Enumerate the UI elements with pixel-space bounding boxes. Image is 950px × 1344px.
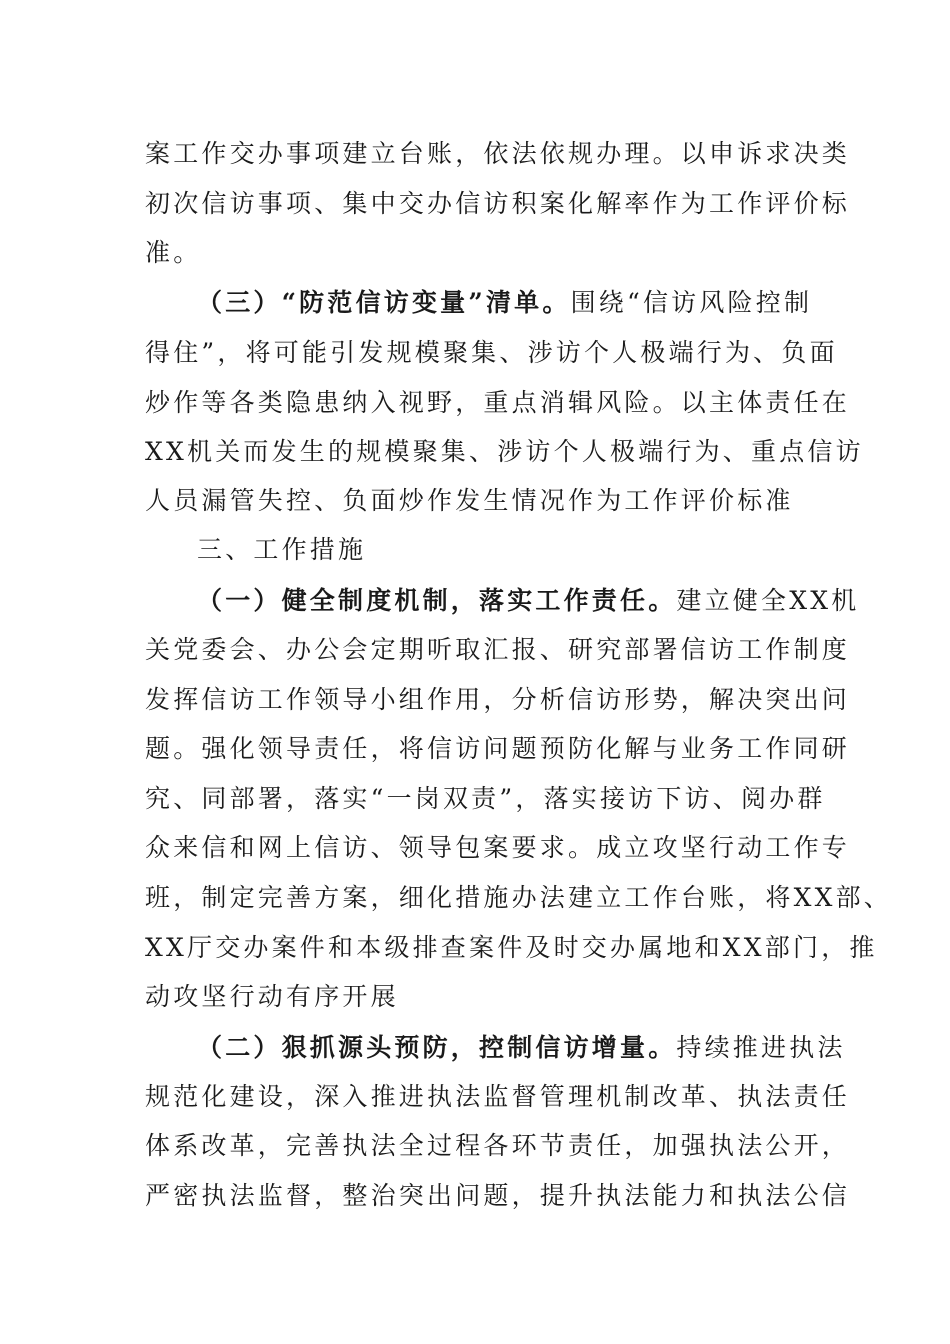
section-heading-2-line: （二）狠抓源头预防，控制信访增量。持续推进执法 — [197, 1033, 846, 1062]
paragraph-line: 动攻坚行动有序开展 — [145, 982, 399, 1011]
paragraph-line: 题。强化领导责任，将信访问题预防化解与业务工作同研 — [145, 734, 851, 763]
section-heading-3-line: （三）“防范信访变量”清单。围绕“信访风险控制 — [197, 288, 813, 317]
chapter-heading: 三、工作措施 — [197, 535, 367, 564]
section-heading-3: （三）“防范信访变量”清单。 — [197, 288, 571, 317]
paragraph-line: 关党委会、办公会定期听取汇报、研究部署信访工作制度 — [145, 635, 851, 664]
paragraph-line: 得住”，将可能引发规模聚集、涉访个人极端行为、负面 — [145, 338, 838, 367]
paragraph-line: 初次信访事项、集中交办信访积案化解率作为工作评价标 — [145, 189, 851, 218]
section-heading-1: （一）健全制度机制，落实工作责任。 — [197, 586, 677, 615]
paragraph-line: XX厅交办案件和本级排查案件及时交办属地和XX部门，推 — [145, 933, 878, 962]
section-heading-1-line: （一）健全制度机制，落实工作责任。建立健全XX机 — [197, 586, 860, 615]
paragraph-line: 人员漏管失控、负面炒作发生情况作为工作评价标准 — [145, 486, 794, 515]
paragraph-line: 发挥信访工作领导小组作用，分析信访形势，解决突出问 — [145, 685, 851, 714]
section-heading-2: （二）狠抓源头预防，控制信访增量。 — [197, 1033, 677, 1062]
paragraph-line: 众来信和网上信访、领导包案要求。成立攻坚行动工作专 — [145, 833, 851, 862]
paragraph-line: 体系改革，完善执法全过程各环节责任，加强执法公开， — [145, 1131, 851, 1160]
paragraph-line: 规范化建设，深入推进执法监督管理机制改革、执法责任 — [145, 1082, 851, 1111]
paragraph-line: 班，制定完善方案，细化措施办法建立工作台账，将XX部、 — [145, 883, 892, 912]
paragraph-line: 究、同部署，落实“一岗双责”，落实接访下访、阅办群 — [145, 784, 826, 813]
paragraph-line: 准。 — [145, 238, 202, 267]
paragraph-line: 案工作交办事项建立台账，依法依规办理。以申诉求决类 — [145, 139, 851, 168]
paragraph-line: 炒作等各类隐患纳入视野，重点消辑风险。以主体责任在 — [145, 388, 851, 417]
paragraph-line: XX机关而发生的规模聚集、涉访个人极端行为、重点信访 — [145, 437, 864, 466]
paragraph-line: 严密执法监督，整治突出问题，提升执法能力和执法公信 — [145, 1181, 851, 1210]
